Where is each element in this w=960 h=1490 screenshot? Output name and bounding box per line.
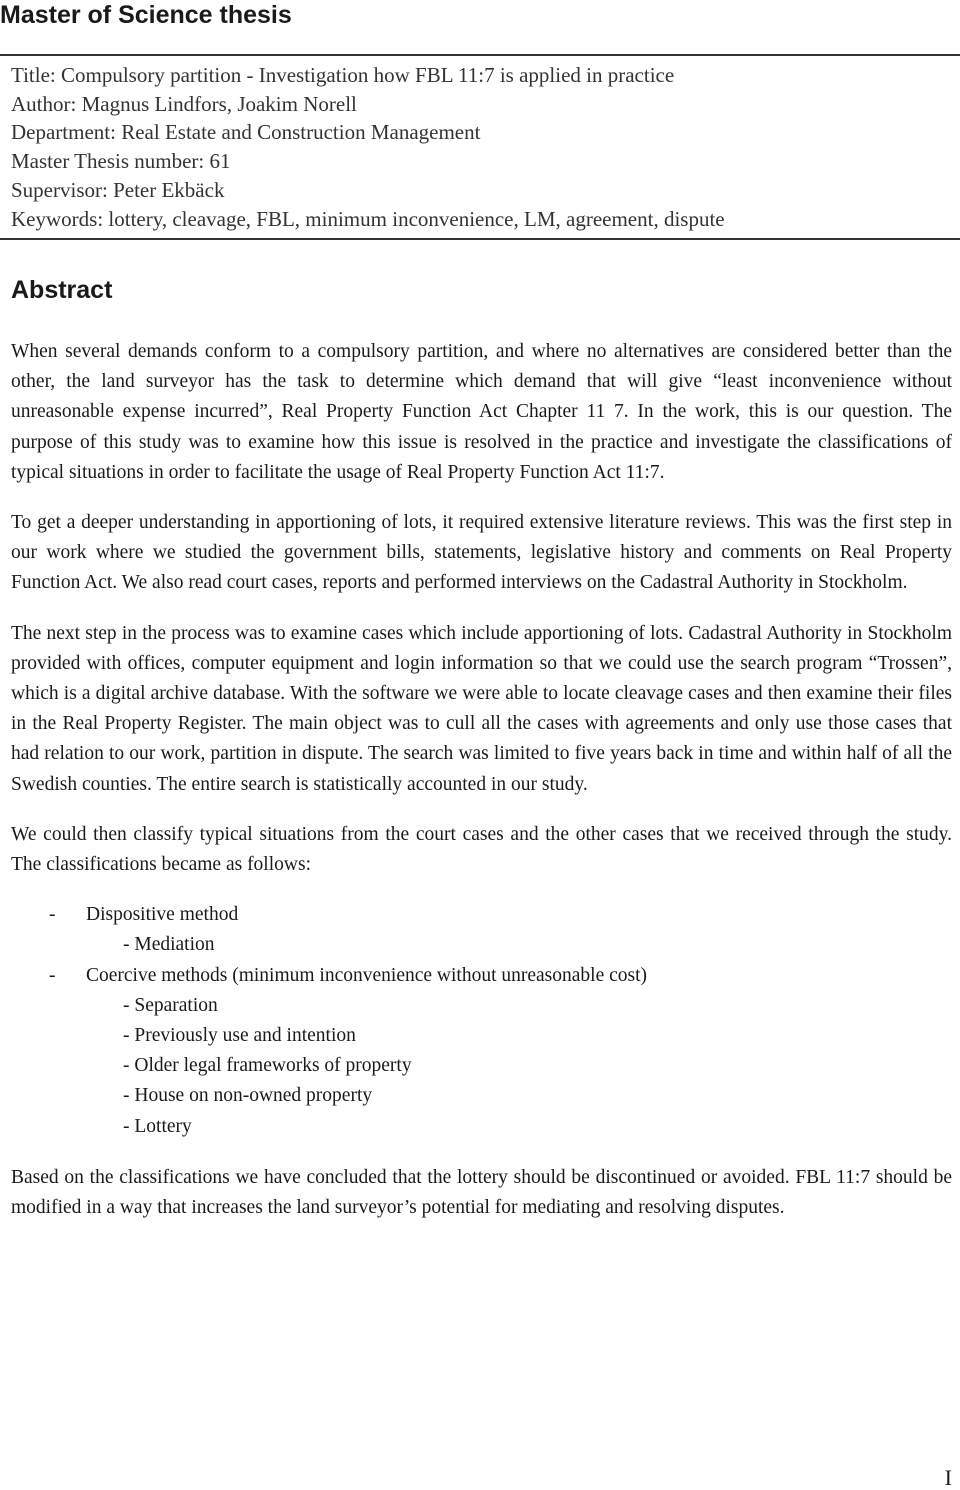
sub-list-item: - Mediation — [123, 934, 215, 956]
page-number: I — [944, 1465, 952, 1490]
abstract-paragraph: When several demands conform to a compulsory partition, and where no alternatives are considered better than the other, the land surveyor has the task to determine which demand that will give “least inconvenience without unreasonable expense incurred”, Real Property Function Act Chapter 11 7. In the work, this is our question. The purpose of this study was to examine how this issue is resolved in the practice and investigate the classifications of typical situations in order to facilitate the usage of Real Property Function Act 11:7. — [11, 341, 952, 483]
meta-title: Title: Compulsory partition - Investigation how FBL 11:7 is applied in practice — [11, 63, 675, 87]
bottom-divider — [0, 238, 960, 240]
list-item-label: Dispositive method — [86, 904, 239, 926]
meta-department: Department: Real Estate and Construction Management — [11, 120, 481, 145]
abstract-paragraph: The next step in the process was to examine cases which include apportioning of lots. Cadastral Authority in Stockholm provided with offices, computer equipment and login information so that we could use the search program “Trossen”, which is a digital archive database. With the software we were able to locate cleavage cases and then examine their files in the Real Property Register. The main object was to cull all the cases with agreements and only use those cases that had relation to our work, partition in dispute. The search was limited to five years back in time and within half of all the Swedish counties. The entire search is statistically accounted in our study. — [11, 622, 952, 795]
meta-keywords: Keywords: lottery, cleavage, FBL, minimum inconvenience, LM, agreement, dispute — [11, 206, 725, 231]
sub-list-item: - Older legal frameworks of property — [123, 1055, 412, 1077]
list-item — [11, 900, 952, 930]
list-dash: - — [49, 964, 56, 986]
sub-list-item: - Separation — [123, 994, 218, 1016]
classification-list — [11, 900, 952, 1142]
top-divider — [0, 54, 960, 56]
sub-list-item: - Previously use and intention — [123, 1025, 356, 1046]
meta-thesis-number: Master Thesis number: 61 — [11, 149, 231, 174]
abstract-heading: Abstract — [11, 276, 113, 304]
list-item-label: Coercive methods (minimum inconvenience without unreasonable cost) — [86, 964, 648, 986]
abstract-paragraph: To get a deeper understanding in apportioning of lots, it required extensive literature reviews. This was the first step in our work where we studied the government bills, statements, legislative history and comments on Real Property Function Act. We also read court cases, reports and performed interviews on the Cadastral Authority in Stockholm. — [11, 512, 952, 594]
meta-supervisor: Supervisor: Peter Ekbäck — [11, 177, 225, 202]
sub-list-item: - House on non-owned property — [123, 1085, 373, 1107]
abstract-paragraph: We could then classify typical situations from the court cases and the other cases that we received through the study. The classifications became as follows: — [11, 823, 952, 876]
thesis-metadata — [11, 61, 725, 233]
sub-list-item: - Lottery — [123, 1115, 192, 1137]
conclusion-paragraph: Based on the classifications we have concluded that the lottery should be discontinued or avoided. FBL 11:7 should be modified in a way that increases the land surveyor’s potential for mediating and resolving disputes. — [11, 1166, 952, 1218]
list-item — [11, 961, 952, 991]
list-dash: - — [49, 904, 56, 926]
abstract-body — [11, 337, 952, 1243]
meta-author: Author: Magnus Lindfors, Joakim Norell — [11, 91, 357, 116]
document-heading: Master of Science thesis — [0, 1, 292, 29]
